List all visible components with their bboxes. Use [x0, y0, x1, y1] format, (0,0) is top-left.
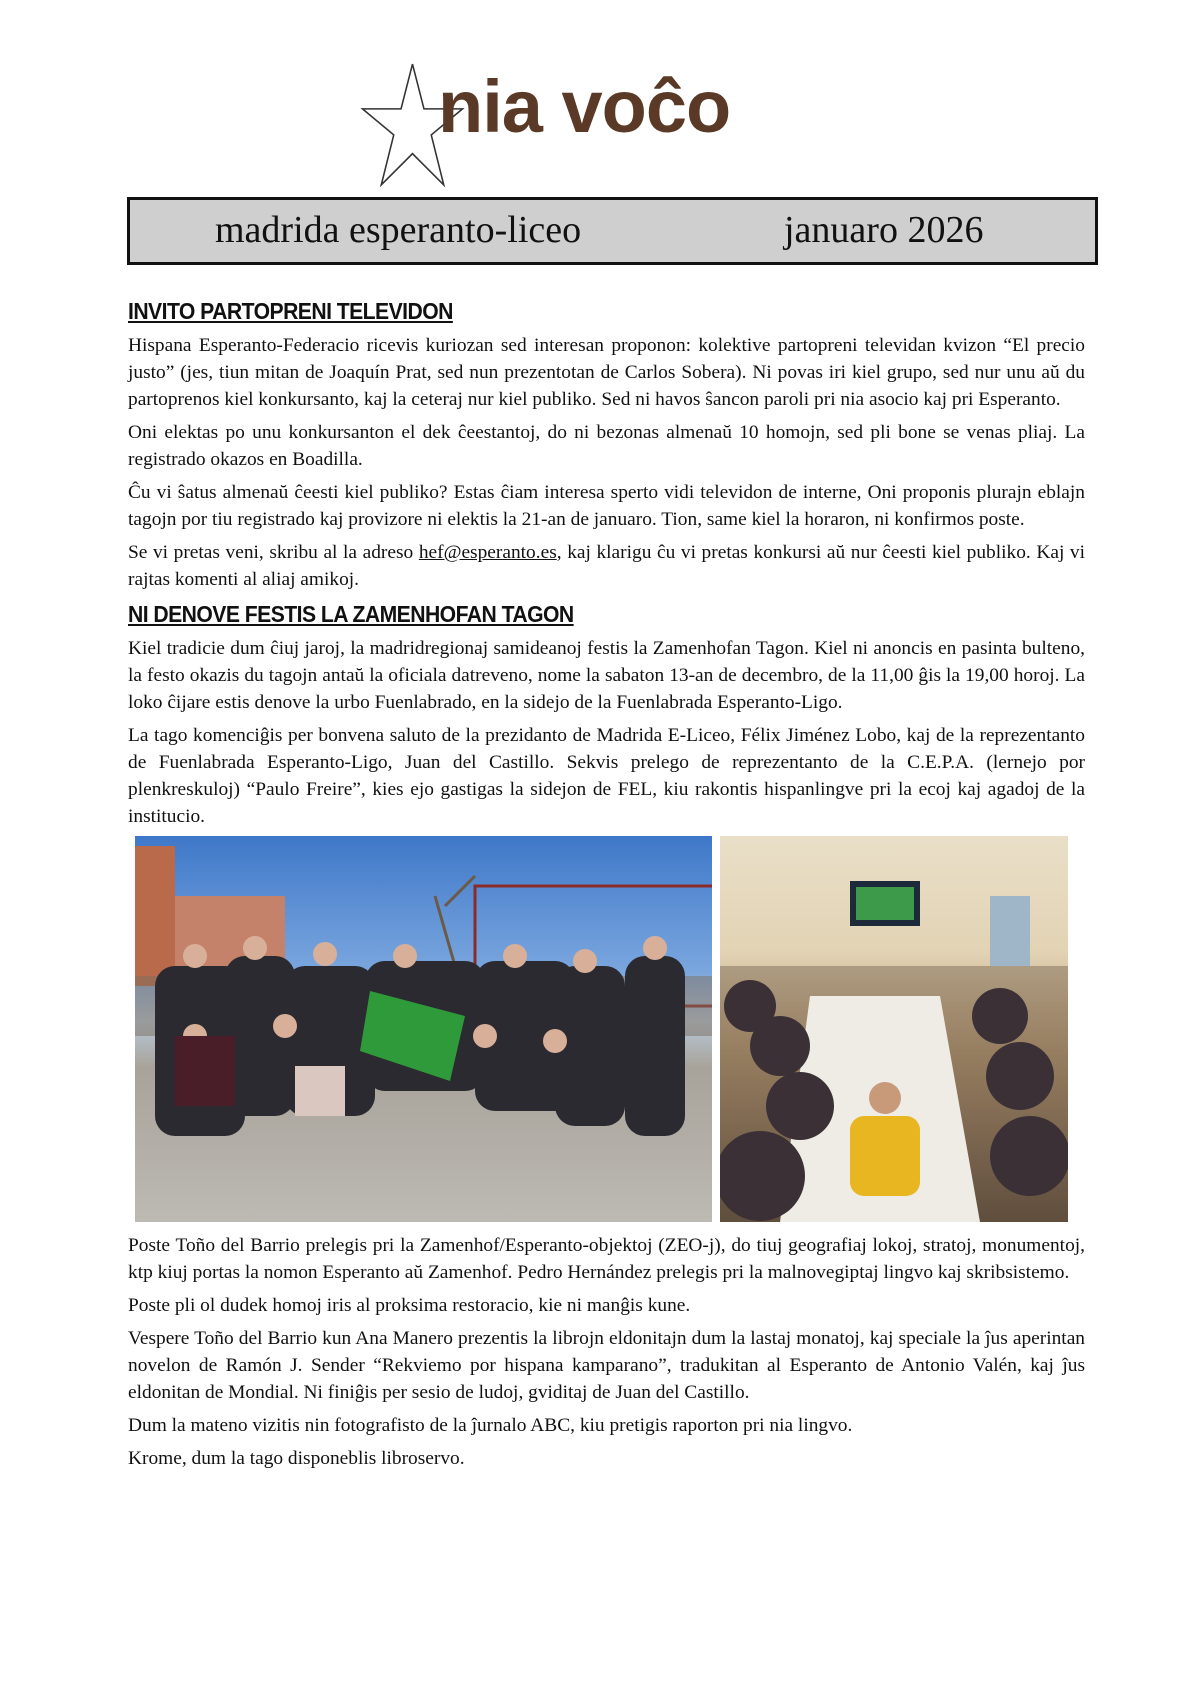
paragraph: Kiel tradicie dum ĉiuj jaroj, la madridregionaj samideanoj festis la Zamenhofan Tagon. Kiel ni anoncis en pasinta bulteno, la festo okazis du tagojn antaŭ la oficiala datreveno, nome la sabaton 13-an de decembro, de la 11,00 ĝis la 19,00 horoj. La loko ĉijare estis denove la urbo Fuenlabrado, en la sidejo de la Fuenlabrada Esperanto-Ligo.	[128, 638, 1085, 713]
paragraph: Dum la mateno vizitis nin fotografisto de la ĵurnalo ABC, kiu pretigis raporton pri nia lingvo.	[128, 1415, 853, 1436]
article-zamenhof-day	[128, 599, 1085, 1472]
paragraph: Poste Toño del Barrio prelegis pri la Zamenhof/Esperanto-objektoj (ZEO-j), do tiuj geografiaj lokoj, stratoj, monumentoj, ktp kiuj portas la nomon Esperanto aŭ Zamenhof. Pedro Hernández prelegis pri la malnovegiptaj lingvo kaj skribsistemo.	[128, 1235, 1085, 1283]
newsletter-title: nia voĉo	[438, 65, 731, 148]
group-photo-outdoor	[135, 836, 712, 1222]
contact-text: Se vi pretas veni, skribu al la adreso	[128, 542, 419, 563]
paragraph-contact	[128, 539, 1085, 593]
article-body	[128, 296, 1085, 1478]
issue-date: januaro 2026	[784, 209, 984, 251]
paragraph: Vespere Toño del Barrio kun Ana Manero prezentis la librojn eldonitajn dum la lastaj monatoj, kaj speciale la ĵus aperintan novelon de Ramón J. Sender “Rekviemo por hispana kamparano”, tradukitan al Esperanto de Antonio Valén, kaj ĵus eldonitan de Mondial. Ni finiĝis per sesio de ludoj, gviditaj de Juan del Castillo.	[128, 1328, 1085, 1403]
organization-name: madrida esperanto-liceo	[215, 209, 582, 251]
contact-text: , kaj klarigu ĉu vi pretas konkursi aŭ nur ĉeesti kiel publiko. Kaj vi rajtas komenti al aliaj amikoj.	[128, 542, 1086, 590]
paragraph: Oni elektas po unu konkursanton el dek ĉeestantoj, do ni bezonas almenaŭ 10 homojn, sed pli bone se venas pliaj. La registrado okazos en Boadilla.	[128, 422, 1085, 470]
paragraph: Ĉu vi ŝatus almenaŭ ĉeesti kiel publiko? Estas ĉiam interesa sperto vidi televidon de interne, Oni proponis plurajn eblajn tagojn por tiu registrado kaj provizore ni elektis la 21-an de januaro. Tion, same kiel la horaron, ni konfirmos poste.	[128, 482, 1085, 530]
paragraph: Krome, dum la tago disponeblis libroservo.	[128, 1448, 465, 1469]
paragraph: Poste pli ol dudek homoj iris al proksima restoracio, kie ni manĝis kune.	[128, 1295, 691, 1316]
article-heading: INVITO PARTOPRENI TELEVIDON	[128, 298, 453, 324]
banner	[127, 197, 1098, 265]
paragraph: Hispana Esperanto-Federacio ricevis kuriozan sed interesan proponon: kolektive partopreni televidan kvizon “El precio justo” (jes, tiun mitan de Joaquín Prat, sed nun prezentotan de Carlos Sobera). Ni povas iri kiel grupo, sed nur unu aŭ du partoprenos kiel konkursanto, kaj la ceteraj nur kiel publiko. Sed ni havos ŝancon paroli pri nia asocio kaj pri Esperanto.	[128, 335, 1085, 410]
article-tv-invitation	[128, 296, 1085, 593]
photo-row	[128, 836, 1085, 1222]
masthead-logo	[360, 62, 780, 192]
paragraph: La tago komenciĝis per bonvena saluto de la prezidanto de Madrida E-Liceo, Félix Jiménez Lobo, kaj de la reprezentanto de Fuenlabrada Esperanto-Ligo, Juan del Castillo. Sekvis prelego de reprezentanto de la C.E.P.A. (lernejo por plenkreskuloj) “Paulo Freire”, kies ejo gastigas la sidejon de FEL, kiu rakontis hispanlingve pri la ecoj kaj agadoj de la institucio.	[128, 725, 1085, 827]
article-heading: NI DENOVE FESTIS LA ZAMENHOFAN TAGON	[128, 601, 574, 627]
group-photo-restaurant	[720, 836, 1068, 1222]
email-link[interactable]: hef@esperanto.es	[418, 542, 557, 563]
